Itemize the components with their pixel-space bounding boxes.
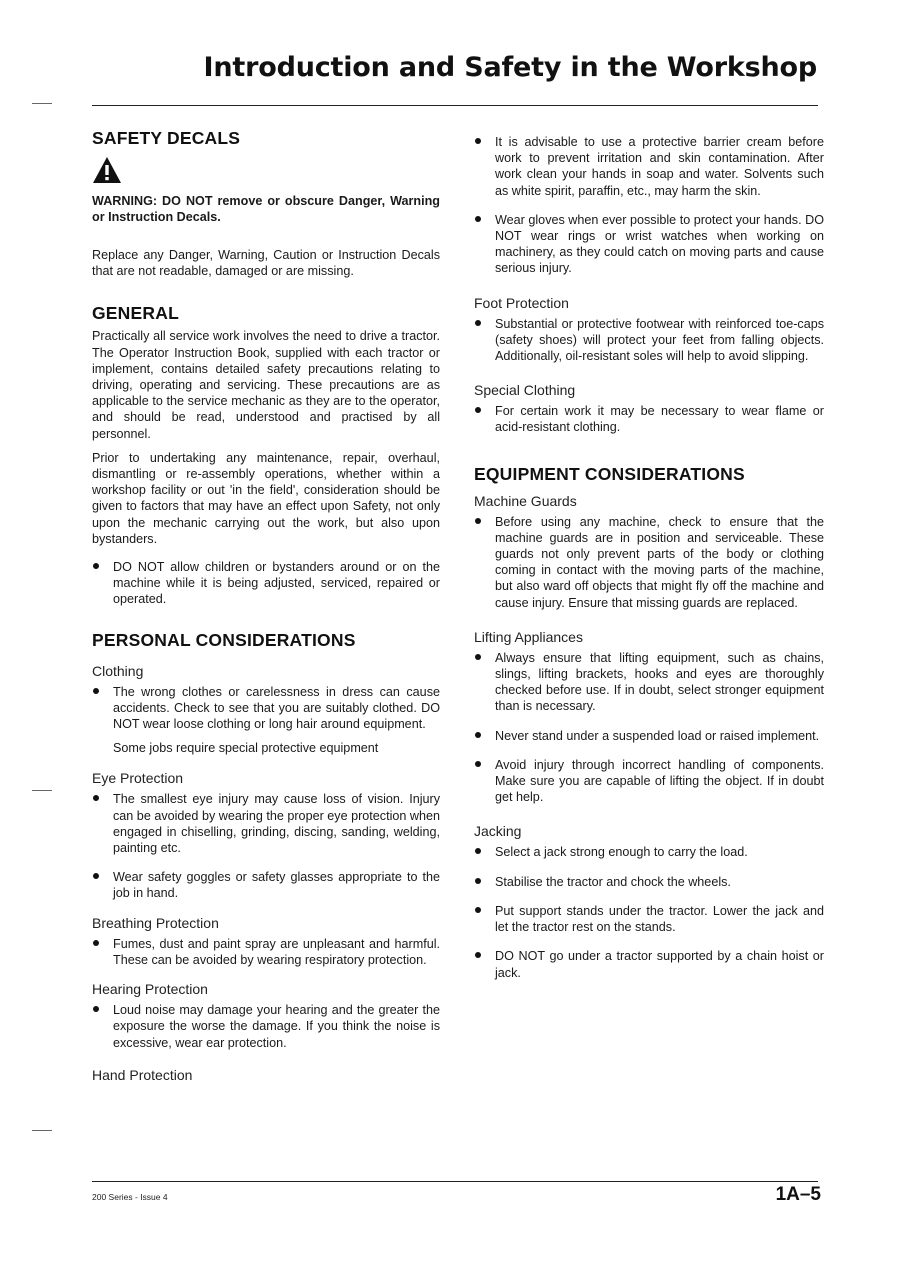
list-item: The wrong clothes or carelessness in dress can cause accidents. Check to see that you are suitably clothed. DO NOT wear loose clothing or long hair around equipment. xyxy=(92,684,440,733)
foot-protection-heading: Foot Protection xyxy=(474,294,569,311)
bullet-icon xyxy=(475,518,481,524)
header-rule xyxy=(92,105,818,106)
jacking-heading: Jacking xyxy=(474,823,522,840)
bullet-icon xyxy=(475,878,481,884)
list-item: Wear gloves when ever possible to protect your hands. DO NOT wear rings or wrist watches when working on machinery, as they could catch on moving parts and cause serious injury. xyxy=(474,212,824,277)
hearing-protection-heading: Hearing Protection xyxy=(92,981,208,998)
special-clothing-heading: Special Clothing xyxy=(474,382,576,399)
clothing-note: Some jobs require special protective equipment xyxy=(113,741,379,756)
margin-mark xyxy=(32,1130,52,1131)
list-item: Stabilise the tractor and chock the wheels. xyxy=(474,874,824,890)
breathing-protection-list xyxy=(92,936,440,968)
bullet-icon xyxy=(93,940,99,946)
list-item: The smallest eye injury may cause loss of vision. Injury can be avoided by wearing the proper eye protection when engaged in chiselling, grinding, discing, sanding, welding, painting etc. xyxy=(92,791,440,856)
list-item: DO NOT go under a tractor supported by a chain hoist or jack. xyxy=(474,948,824,980)
right-column xyxy=(474,134,824,994)
safety-decals-heading: SAFETY DECALS xyxy=(92,128,241,148)
safety-decals-text: Replace any Danger, Warning, Caution or Instruction Decals that are not readable, damaged or are missing. xyxy=(92,248,440,279)
bullet-icon xyxy=(475,732,481,738)
margin-mark xyxy=(32,790,52,791)
page-title: Introduction and Safety in the Workshop xyxy=(203,52,817,83)
bullet-icon xyxy=(93,795,99,801)
list-item: DO NOT allow children or bystanders around or on the machine while it is being adjusted, serviced, repaired or operated. xyxy=(92,559,440,608)
lifting-appliances-list xyxy=(474,650,824,806)
bullet-icon xyxy=(93,1006,99,1012)
bullet-icon xyxy=(93,873,99,879)
bullet-icon xyxy=(475,848,481,854)
clothing-list xyxy=(92,684,440,733)
special-clothing-list xyxy=(474,403,824,435)
bullet-icon xyxy=(475,320,481,326)
bullet-icon xyxy=(93,563,99,569)
list-item: Wear safety goggles or safety glasses appropriate to the job in hand. xyxy=(92,869,440,901)
jacking-list xyxy=(474,844,824,980)
equipment-heading: EQUIPMENT CONSIDERATIONS xyxy=(474,463,745,484)
footer-series: 200 Series - Issue 4 xyxy=(92,1192,168,1202)
hand-protection-list xyxy=(474,134,824,277)
list-item: Loud noise may damage your hearing and the greater the exposure the worse the damage. If you think the noise is excessive, wear ear protection. xyxy=(92,1002,440,1051)
left-column xyxy=(92,128,440,1088)
bullet-icon xyxy=(475,407,481,413)
bullet-icon xyxy=(475,216,481,222)
eye-protection-heading: Eye Protection xyxy=(92,770,184,787)
general-paragraph-2: Prior to undertaking any maintenance, repair, overhaul, dismantling or re-assembly operations, whether within a workshop facility or out 'in the field', consideration should be given to factors that may have an effect upon Safety, not only upon the mechanic carrying out the work, but also upon bystanders. xyxy=(92,450,440,546)
page-number: 1A–5 xyxy=(775,1184,821,1205)
list-item: Put support stands under the tractor. Lower the jack and let the tractor rest on the stands. xyxy=(474,903,824,935)
bullet-icon xyxy=(475,654,481,660)
list-item: Always ensure that lifting equipment, such as chains, slings, lifting brackets, hooks and eyes are thoroughly checked before use. If in doubt, select stronger equipment than is necessary. xyxy=(474,650,824,715)
lifting-appliances-heading: Lifting Appliances xyxy=(474,628,583,645)
personal-heading: PERSONAL CONSIDERATIONS xyxy=(92,629,356,650)
hearing-protection-list xyxy=(92,1002,440,1051)
list-item: It is advisable to use a protective barrier cream before work to prevent irritation and skin contamination. After work clean your hands in soap and water. Solvents such as white spirit, paraffin, etc., may harm the skin. xyxy=(474,134,824,199)
list-item: Select a jack strong enough to carry the load. xyxy=(474,844,824,860)
eye-protection-list xyxy=(92,791,440,901)
warning-triangle-icon xyxy=(92,155,122,185)
general-paragraph-1: Practically all service work involves the need to drive a tractor. The Operator Instruction Book, supplied with each tractor or implement, contains detailed safety precautions relating to driving, operating and servicing. These precautions are as applicable to the service mechanic as they are to the operator, and should be read, understood and practised by all personnel. xyxy=(92,329,440,441)
list-item: Substantial or protective footwear with reinforced toe-caps (safety shoes) will protect your feet from falling objects. Additionally, oil-resistant soles will help to avoid slipping. xyxy=(474,316,824,365)
bullet-icon xyxy=(475,761,481,767)
list-item: Before using any machine, check to ensure that the machine guards are in position and serviceable. These guards not only prevent parts of the body or clothing coming in contact with the moving parts of the machine, but also ward off objects that might fly off the machine and cause injury. Ensure that missing guards are replaced. xyxy=(474,514,824,611)
list-item: For certain work it may be necessary to wear flame or acid-resistant clothing. xyxy=(474,403,824,435)
breathing-protection-heading: Breathing Protection xyxy=(92,914,219,931)
warning-text: WARNING: DO NOT remove or obscure Danger, Warning or Instruction Decals. xyxy=(92,194,440,224)
list-item: Avoid injury through incorrect handling of components. Make sure you are capable of lifting the object. If in doubt get help. xyxy=(474,757,824,806)
hand-protection-heading: Hand Protection xyxy=(92,1066,193,1083)
bullet-icon xyxy=(475,138,481,144)
list-item: Never stand under a suspended load or raised implement. xyxy=(474,728,824,744)
bullet-icon xyxy=(93,688,99,694)
list-item: Fumes, dust and paint spray are unpleasant and harmful. These can be avoided by wearing respiratory protection. xyxy=(92,936,440,968)
bullet-icon xyxy=(475,952,481,958)
footer-rule xyxy=(92,1181,818,1182)
general-heading: GENERAL xyxy=(92,303,179,324)
foot-protection-list xyxy=(474,316,824,365)
margin-mark xyxy=(32,103,52,104)
clothing-heading: Clothing xyxy=(92,662,144,679)
bullet-icon xyxy=(475,907,481,913)
general-list xyxy=(92,559,440,608)
machine-guards-heading: Machine Guards xyxy=(474,492,577,509)
machine-guards-list xyxy=(474,514,824,611)
